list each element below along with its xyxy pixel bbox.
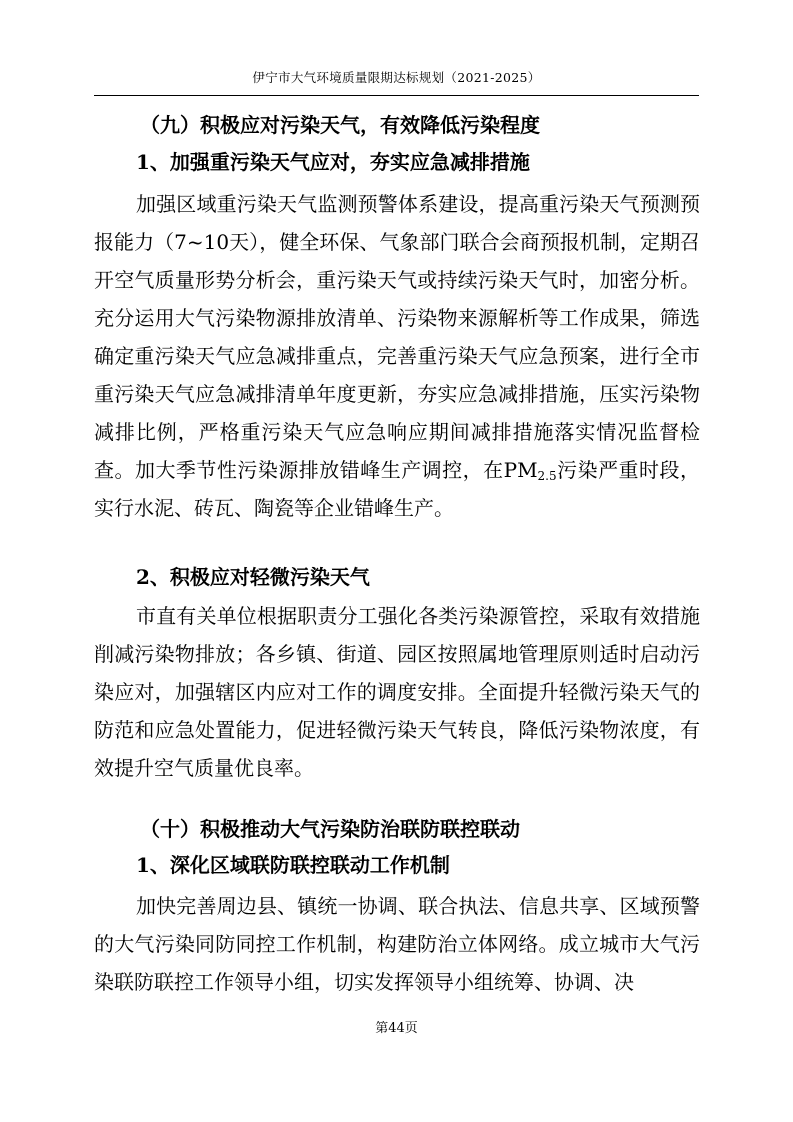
page-number: 第44页	[375, 1021, 418, 1036]
section-9-heading: （九）积极应对污染天气，有效降低污染程度	[140, 113, 540, 137]
header-divider	[94, 95, 699, 96]
section-9-1-paragraph-tail: 污染严重时段，实行水泥、砖瓦、陶瓷等企业错峰生产。	[94, 458, 701, 520]
section-10-1-heading: 1、深化区域联防联控联动工作机制	[136, 853, 450, 877]
section-9-1-heading: 1、加强重污染天气应对，夯实应急减排措施	[136, 150, 530, 174]
pm-subscript: 2.5	[537, 469, 557, 483]
section-9-2-paragraph: 市直有关单位根据职责分工强化各类污染源管控，采取有效措施削减污染物排放；各乡镇、街道、园区按照属地管理原则适时启动污染应对，加强辖区内应对工作的调度安排。全面提升轻微污染天气的防范和应急处置能力，促进轻微污染天气转良，降低污染物浓度，有效提升空气质量优良率。	[94, 604, 700, 780]
section-9-1-paragraph-text: 加强区域重污染天气监测预警体系建设，提高重污染天气预测预报能力（7~10天），健全环保、气象部门联合会商预报机制，定期召开空气质量形势分析会，重污染天气或持续污染天气时，加密分析。充分运用大气污染物源排放清单、污染物来源解析等工作成果，筛选确定重污染天气应急减排重点，完善重污染天气应急预案，进行全市重污染天气应急减排清单年度更新，夯实应急减排措施，压实污染物减排比例，严格重污染天气应急响应期间减排措施落实情况监督检查。加大季节性污染源排放错峰生产调控，在PM	[94, 192, 700, 482]
page-header-title: 伊宁市大气环境质量限期达标规划（2021-2025）	[252, 70, 541, 85]
section-9-1-paragraph	[94, 185, 700, 527]
section-10-heading: （十）积极推动大气污染防治联防联控联动	[140, 817, 520, 841]
section-9-2-heading: 2、积极应对轻微污染天气	[136, 565, 370, 589]
section-10-1-paragraph: 加快完善周边县、镇统一协调、联合执法、信息共享、区域预警的大气污染同防同控工作机制，构建防治立体网络。成立城市大气污染联防联控工作领导小组，切实发挥领导小组统筹、协调、决	[94, 894, 700, 994]
